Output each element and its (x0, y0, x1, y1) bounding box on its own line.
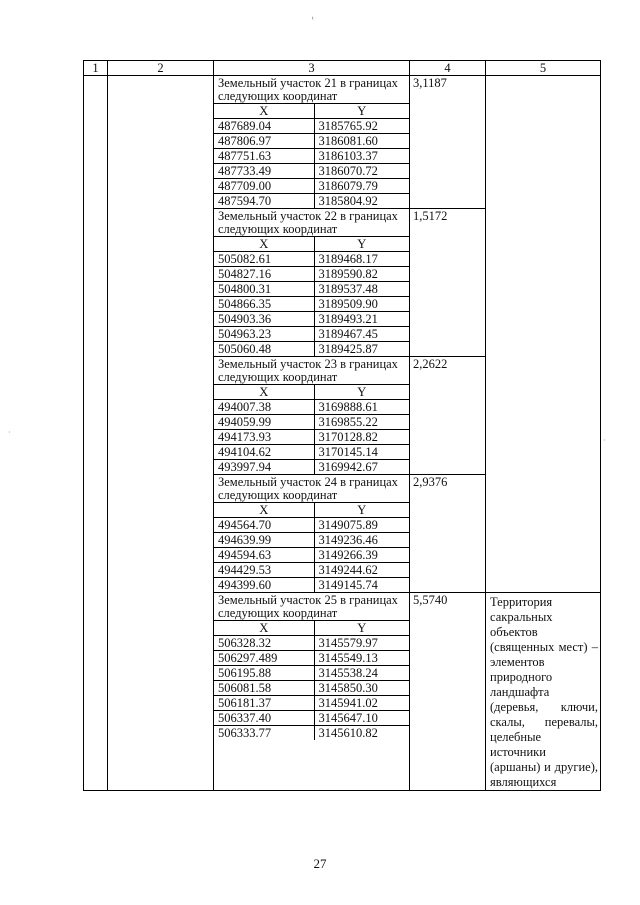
x-value: 494639.99 (214, 533, 314, 548)
coord-row (214, 563, 409, 578)
parcel-area: 1,5172 (410, 209, 486, 357)
x-value: 506328.32 (214, 636, 314, 651)
x-value: 494429.53 (214, 563, 314, 578)
x-value: 487709.00 (214, 179, 314, 194)
x-header: X (214, 237, 314, 252)
coord-row (214, 327, 409, 342)
y-value: 3189468.17 (314, 252, 409, 267)
coord-row (214, 518, 409, 533)
scan-speck: · (8, 428, 11, 437)
territory-description: Территория сакральных объектов (священных мест) – элементов природного ландшафта (деревья, ключи, скалы, перевалы, целебные источники (аршаны) и другие), являющихся (486, 593, 601, 791)
column-number: 3 (214, 61, 410, 76)
parcel-21-block (214, 76, 410, 209)
parcel-title: Земельный участок 21 в границах следующих координат (218, 76, 398, 103)
y-value: 3145610.82 (314, 726, 409, 741)
coord-row (214, 342, 409, 357)
x-value: 505060.48 (214, 342, 314, 357)
coord-row (214, 415, 409, 430)
x-value: 505082.61 (214, 252, 314, 267)
coord-row (214, 533, 409, 548)
y-value: 3145549.13 (314, 651, 409, 666)
coord-row (214, 194, 409, 209)
x-value: 487806.97 (214, 134, 314, 149)
coord-row (214, 282, 409, 297)
y-value: 3149145.74 (314, 578, 409, 593)
table-body-row (84, 76, 601, 209)
y-header: Y (314, 503, 409, 518)
y-value: 3170128.82 (314, 430, 409, 445)
coord-row (214, 297, 409, 312)
y-value: 3189590.82 (314, 267, 409, 282)
x-value: 494104.62 (214, 445, 314, 460)
x-value: 506297.489 (214, 651, 314, 666)
coord-row (214, 312, 409, 327)
page-number: 27 (313, 856, 327, 871)
y-value: 3185804.92 (314, 194, 409, 209)
coord-row (214, 636, 409, 651)
x-value: 494399.60 (214, 578, 314, 593)
y-value: 3145647.10 (314, 711, 409, 726)
y-header: Y (314, 621, 409, 636)
parcel-area: 2,9376 (410, 475, 486, 593)
y-value: 3169888.61 (314, 400, 409, 415)
y-header: Y (314, 385, 409, 400)
coord-row (214, 726, 409, 741)
x-value: 487751.63 (214, 149, 314, 164)
y-value: 3189425.87 (314, 342, 409, 357)
column-number: 5 (486, 61, 601, 76)
y-value: 3189537.48 (314, 282, 409, 297)
parcel-area: 5,5740 (410, 593, 486, 791)
col2-empty-cell (108, 76, 214, 791)
coord-row (214, 578, 409, 593)
coord-row (214, 149, 409, 164)
y-value: 3145850.30 (314, 681, 409, 696)
coord-row (214, 134, 409, 149)
x-value: 504866.35 (214, 297, 314, 312)
coord-row (214, 460, 409, 475)
parcel-title: Земельный участок 25 в границах следующих координат (218, 593, 398, 620)
x-value: 487594.70 (214, 194, 314, 209)
coord-row (214, 651, 409, 666)
coord-row (214, 548, 409, 563)
x-value: 506181.37 (214, 696, 314, 711)
coord-row (214, 400, 409, 415)
x-value: 493997.94 (214, 460, 314, 475)
x-value: 504963.23 (214, 327, 314, 342)
y-value: 3189467.45 (314, 327, 409, 342)
x-value: 506195.88 (214, 666, 314, 681)
column-number: 2 (108, 61, 214, 76)
y-value: 3170145.14 (314, 445, 409, 460)
y-value: 3186070.72 (314, 164, 409, 179)
parcel-coords (214, 620, 409, 740)
y-value: 3186103.37 (314, 149, 409, 164)
parcel-area: 3,1187 (410, 76, 486, 209)
coord-row (214, 252, 409, 267)
coord-row (214, 164, 409, 179)
y-value: 3185765.92 (314, 119, 409, 134)
column-number: 1 (84, 61, 108, 76)
y-value: 3189509.90 (314, 297, 409, 312)
y-value: 3145941.02 (314, 696, 409, 711)
y-value: 3169855.22 (314, 415, 409, 430)
coord-row (214, 696, 409, 711)
parcel-area: 2,2622 (410, 357, 486, 475)
y-header: Y (314, 237, 409, 252)
parcel-title: Земельный участок 24 в границах следующих координат (218, 475, 398, 502)
y-value: 3186081.60 (314, 134, 409, 149)
x-value: 494594.63 (214, 548, 314, 563)
coord-row (214, 179, 409, 194)
x-value: 487689.04 (214, 119, 314, 134)
col5-empty-cell (486, 76, 601, 593)
x-value: 494059.99 (214, 415, 314, 430)
x-value: 504800.31 (214, 282, 314, 297)
y-header: Y (314, 104, 409, 119)
coord-row (214, 119, 409, 134)
y-value: 3186079.79 (314, 179, 409, 194)
parcel-title: Земельный участок 22 в границах следующих координат (218, 209, 398, 236)
coord-row (214, 430, 409, 445)
x-value: 506333.77 (214, 726, 314, 741)
x-value: 504827.16 (214, 267, 314, 282)
parcel-25-block (214, 593, 410, 791)
coord-row (214, 711, 409, 726)
x-value: 487733.49 (214, 164, 314, 179)
y-value: 3145579.97 (314, 636, 409, 651)
x-value: 504903.36 (214, 312, 314, 327)
y-value: 3189493.21 (314, 312, 409, 327)
x-value: 494564.70 (214, 518, 314, 533)
parcel-22-block (214, 209, 410, 357)
column-number: 4 (410, 61, 486, 76)
parcel-coords (214, 502, 409, 592)
parcel-24-block (214, 475, 410, 593)
scan-speck: · (603, 436, 606, 445)
coord-row (214, 681, 409, 696)
y-value: 3149236.46 (314, 533, 409, 548)
x-header: X (214, 104, 314, 119)
x-value: 494007.38 (214, 400, 314, 415)
x-header: X (214, 503, 314, 518)
parcel-23-block (214, 357, 410, 475)
parcel-coords (214, 384, 409, 474)
x-header: X (214, 621, 314, 636)
coord-row (214, 666, 409, 681)
coordinates-table (83, 60, 601, 791)
column-number-row (84, 61, 601, 76)
x-value: 494173.93 (214, 430, 314, 445)
x-value: 506337.40 (214, 711, 314, 726)
parcel-title: Земельный участок 23 в границах следующих координат (218, 357, 398, 384)
y-value: 3169942.67 (314, 460, 409, 475)
y-value: 3149266.39 (314, 548, 409, 563)
coord-row (214, 267, 409, 282)
x-value: 506081.58 (214, 681, 314, 696)
parcel-coords (214, 236, 409, 356)
x-header: X (214, 385, 314, 400)
scan-mark: ᵗ (312, 14, 314, 24)
y-value: 3145538.24 (314, 666, 409, 681)
parcel-coords (214, 103, 409, 208)
y-value: 3149075.89 (314, 518, 409, 533)
y-value: 3149244.62 (314, 563, 409, 578)
col1-empty-cell (84, 76, 108, 791)
coord-row (214, 445, 409, 460)
